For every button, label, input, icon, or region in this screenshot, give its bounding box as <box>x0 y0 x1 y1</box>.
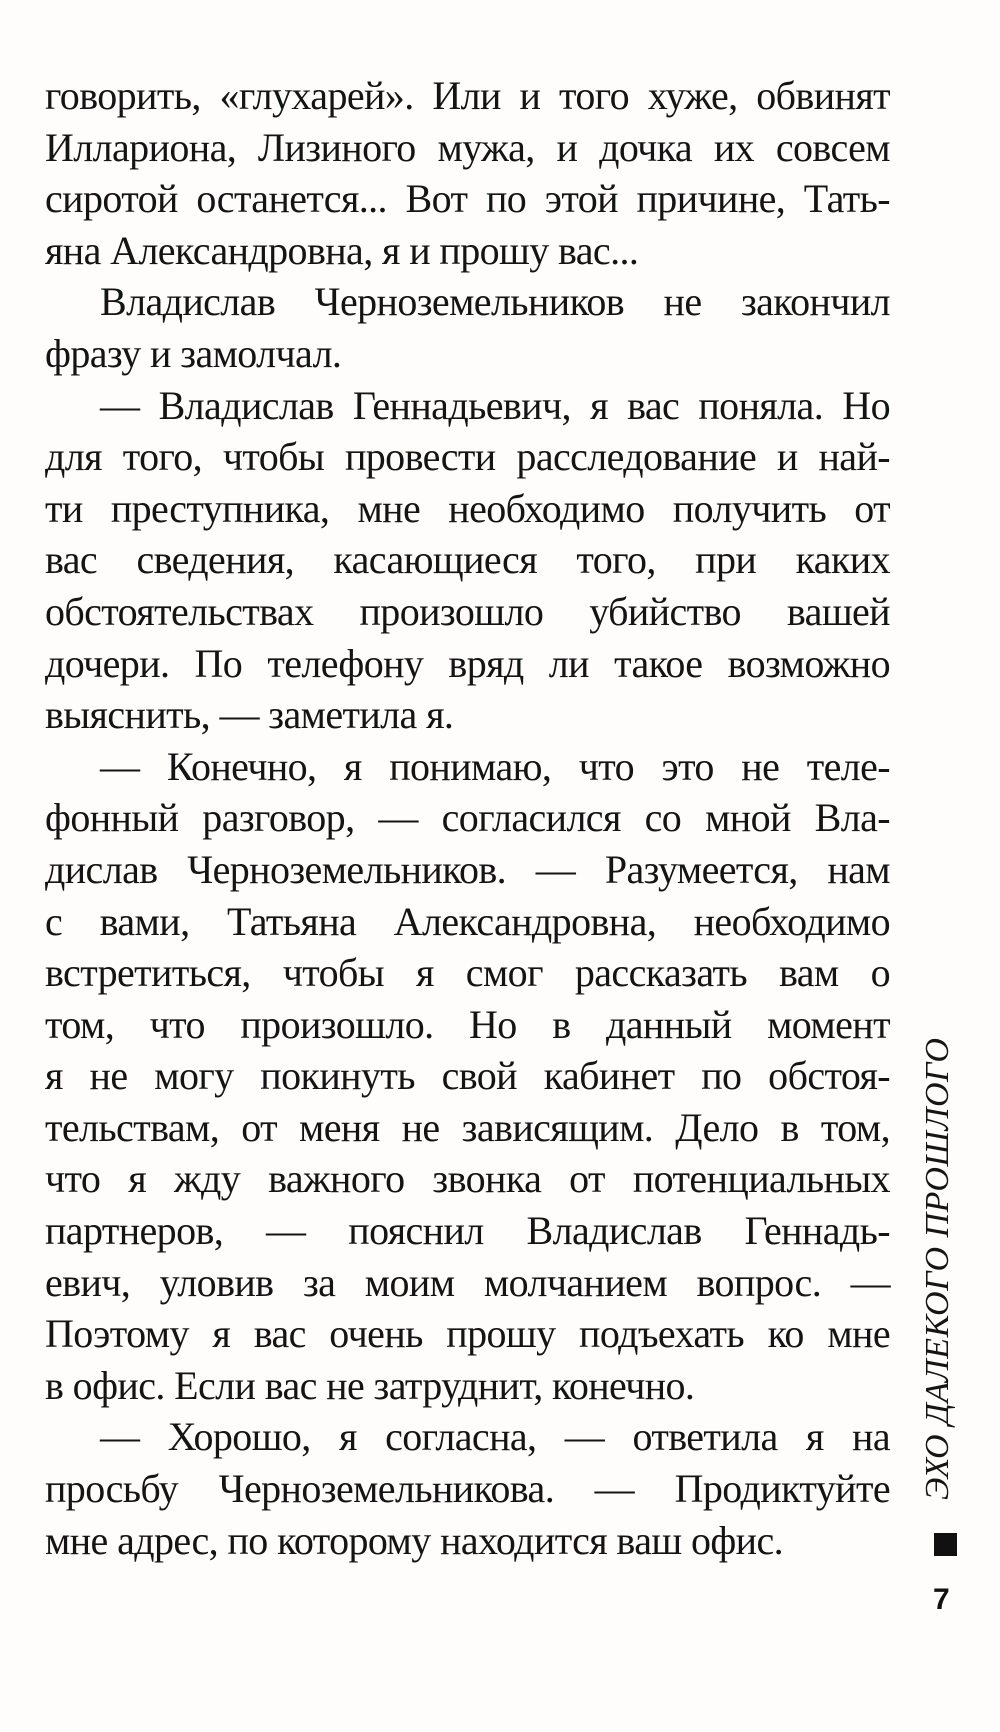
text-line: выяснить, — заметила я. <box>45 692 454 738</box>
text-line: ти преступника, мне необходимо получить от <box>45 485 890 531</box>
running-head: ЭХО ДАЛЕКОГО ПРОШЛОГО <box>919 1037 956 1500</box>
text-line: обстоятельствах произошло убийство вашей <box>45 588 890 634</box>
text-line: фразу и замолчал. <box>45 330 342 376</box>
page-number: 7 <box>933 1583 950 1616</box>
text-line: встретиться, чтобы я смог рассказать вам о <box>45 950 890 996</box>
text-line: — Хорошо, я согласна, — ответила я на <box>100 1414 890 1460</box>
text-line: — Владислав Геннадьевич, я вас поняла. Но <box>100 382 890 428</box>
text-line: вас сведения, касающиеся того, при каких <box>45 537 890 583</box>
text-line: тельствам, от меня не зависящим. Дело в том, <box>45 1104 890 1150</box>
text-line: том, что произошло. Но в данный момент <box>45 1001 890 1047</box>
text-line: яна Александровна, я и прошу вас... <box>45 227 639 273</box>
text-line: — Конечно, я понимаю, что это не теле- <box>100 743 890 789</box>
text-line: говорить, «глухарей». Или и того хуже, обвинят <box>45 73 890 118</box>
text-line: для того, чтобы провести расследование и най- <box>45 434 890 480</box>
text-line: сиротой останется... Вот по этой причине, Тать- <box>45 176 890 222</box>
body-text <box>45 70 890 1566</box>
text-line: я не могу покинуть свой кабинет по обстоя- <box>45 1053 890 1099</box>
text-line: фонный разговор, — согласился со мной Вла- <box>45 795 890 841</box>
text-line: партнеров, — пояснил Владислав Геннадь- <box>45 1208 890 1254</box>
text-line: Поэтому я вас очень прошу подъехать ко мне <box>45 1311 890 1357</box>
square-marker-icon <box>934 1533 957 1556</box>
text-line: дислав Черноземельников. — Разумеется, нам <box>45 846 890 892</box>
text-line: мне адрес, по которому находится ваш офис. <box>45 1517 784 1563</box>
text-line: в офис. Если вас не затруднит, конечно. <box>45 1362 695 1408</box>
text-line: дочери. По телефону вряд ли такое возможно <box>45 640 890 686</box>
text-line: с вами, Татьяна Александровна, необходимо <box>45 898 890 944</box>
text-line: евич, уловив за моим молчанием вопрос. — <box>45 1259 890 1305</box>
text-line: просьбу Черноземельникова. — Продиктуйте <box>45 1466 890 1512</box>
text-line: Иллариона, Лизиного мужа, и дочка их совсем <box>45 124 890 170</box>
text-line: Владислав Черноземельников не закончил <box>100 279 890 325</box>
text-line: что я жду важного звонка от потенциальных <box>45 1156 890 1202</box>
